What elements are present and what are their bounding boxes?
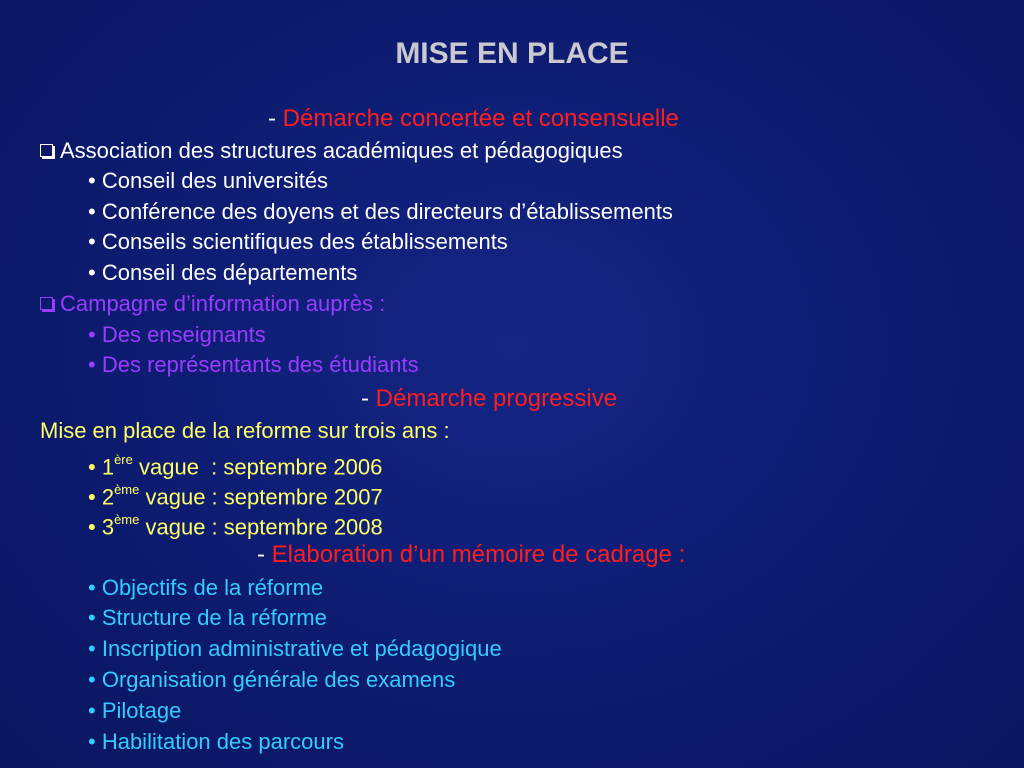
wave-number: 3	[101, 514, 115, 540]
list-item-text: Des enseignants	[101, 322, 266, 347]
list-item-text: Conseil des universités	[101, 168, 329, 193]
wave-ordinal: ère	[114, 452, 133, 467]
list-item	[88, 698, 181, 724]
list-item-text: Organisation générale des examens	[101, 667, 456, 692]
list-item-text: Structure de la réforme	[101, 605, 327, 630]
list-item	[88, 168, 328, 194]
bullet-icon: •	[88, 667, 96, 692]
list-item	[88, 229, 508, 255]
bullet-icon: •	[88, 352, 96, 377]
section2-intro: Mise en place de la reforme sur trois ans :	[40, 418, 450, 443]
wave-ordinal: ème	[114, 512, 140, 527]
list-item	[88, 260, 357, 286]
list-item-text: Habilitation des parcours	[101, 729, 344, 754]
group2-label	[40, 291, 385, 317]
dash: -	[257, 541, 265, 568]
list-item	[88, 667, 455, 693]
bullet-icon: •	[88, 636, 96, 661]
slide-title: MISE EN PLACE	[395, 37, 629, 70]
wave-text: vague : septembre 2008	[139, 514, 383, 540]
wave-text: vague : septembre 2006	[132, 454, 383, 480]
dash: -	[361, 385, 369, 412]
bullet-icon: •	[88, 322, 96, 347]
list-item	[88, 352, 419, 378]
wave-item	[88, 509, 383, 540]
bullet-icon: •	[88, 575, 96, 600]
wave-number: 2	[101, 484, 115, 510]
section3-heading-text: Elaboration d’un mémoire de cadrage :	[271, 541, 686, 568]
section3-heading	[257, 540, 685, 570]
wave-ordinal: ème	[114, 482, 140, 497]
checkbox-bullet-icon	[40, 297, 53, 310]
bullet-icon: •	[88, 484, 96, 510]
list-item	[88, 322, 266, 348]
list-item-text: Conseil des départements	[101, 260, 358, 285]
bullet-icon: •	[88, 729, 96, 754]
checkbox-bullet-icon	[40, 144, 53, 157]
list-item-text: Objectifs de la réforme	[101, 575, 324, 600]
bullet-icon: •	[88, 260, 96, 285]
bullet-icon: •	[88, 698, 96, 723]
section2-heading-text: Démarche progressive	[375, 385, 618, 412]
bullet-icon: •	[88, 229, 96, 254]
list-item-text: Conseils scientifiques des établissements	[101, 229, 508, 254]
wave-item	[88, 449, 382, 480]
dash: -	[268, 105, 276, 132]
section2-heading	[361, 384, 617, 414]
list-item-text: Des représentants des étudiants	[101, 352, 419, 377]
list-item-text: Conférence des doyens et des directeurs d’établissements	[101, 199, 673, 224]
list-item-text: Pilotage	[101, 698, 182, 723]
wave-number: 1	[101, 454, 115, 480]
list-item	[88, 575, 323, 601]
group1-label	[40, 138, 623, 164]
wave-text: vague : septembre 2007	[139, 484, 383, 510]
bullet-icon: •	[88, 199, 96, 224]
bullet-icon: •	[88, 454, 96, 480]
list-item-text: Inscription administrative et pédagogique	[101, 636, 502, 661]
group2-label-text: Campagne d’information auprès :	[60, 291, 386, 316]
list-item	[88, 729, 344, 755]
list-item	[88, 636, 502, 662]
section1-heading	[268, 104, 679, 134]
section1-heading-text: Démarche concertée et consensuelle	[282, 105, 679, 132]
list-item	[88, 605, 327, 631]
wave-item	[88, 479, 383, 510]
bullet-icon: •	[88, 168, 96, 193]
group1-label-text: Association des structures académiques et pédagogiques	[60, 138, 623, 163]
bullet-icon: •	[88, 605, 96, 630]
bullet-icon: •	[88, 514, 96, 540]
list-item	[88, 199, 673, 225]
